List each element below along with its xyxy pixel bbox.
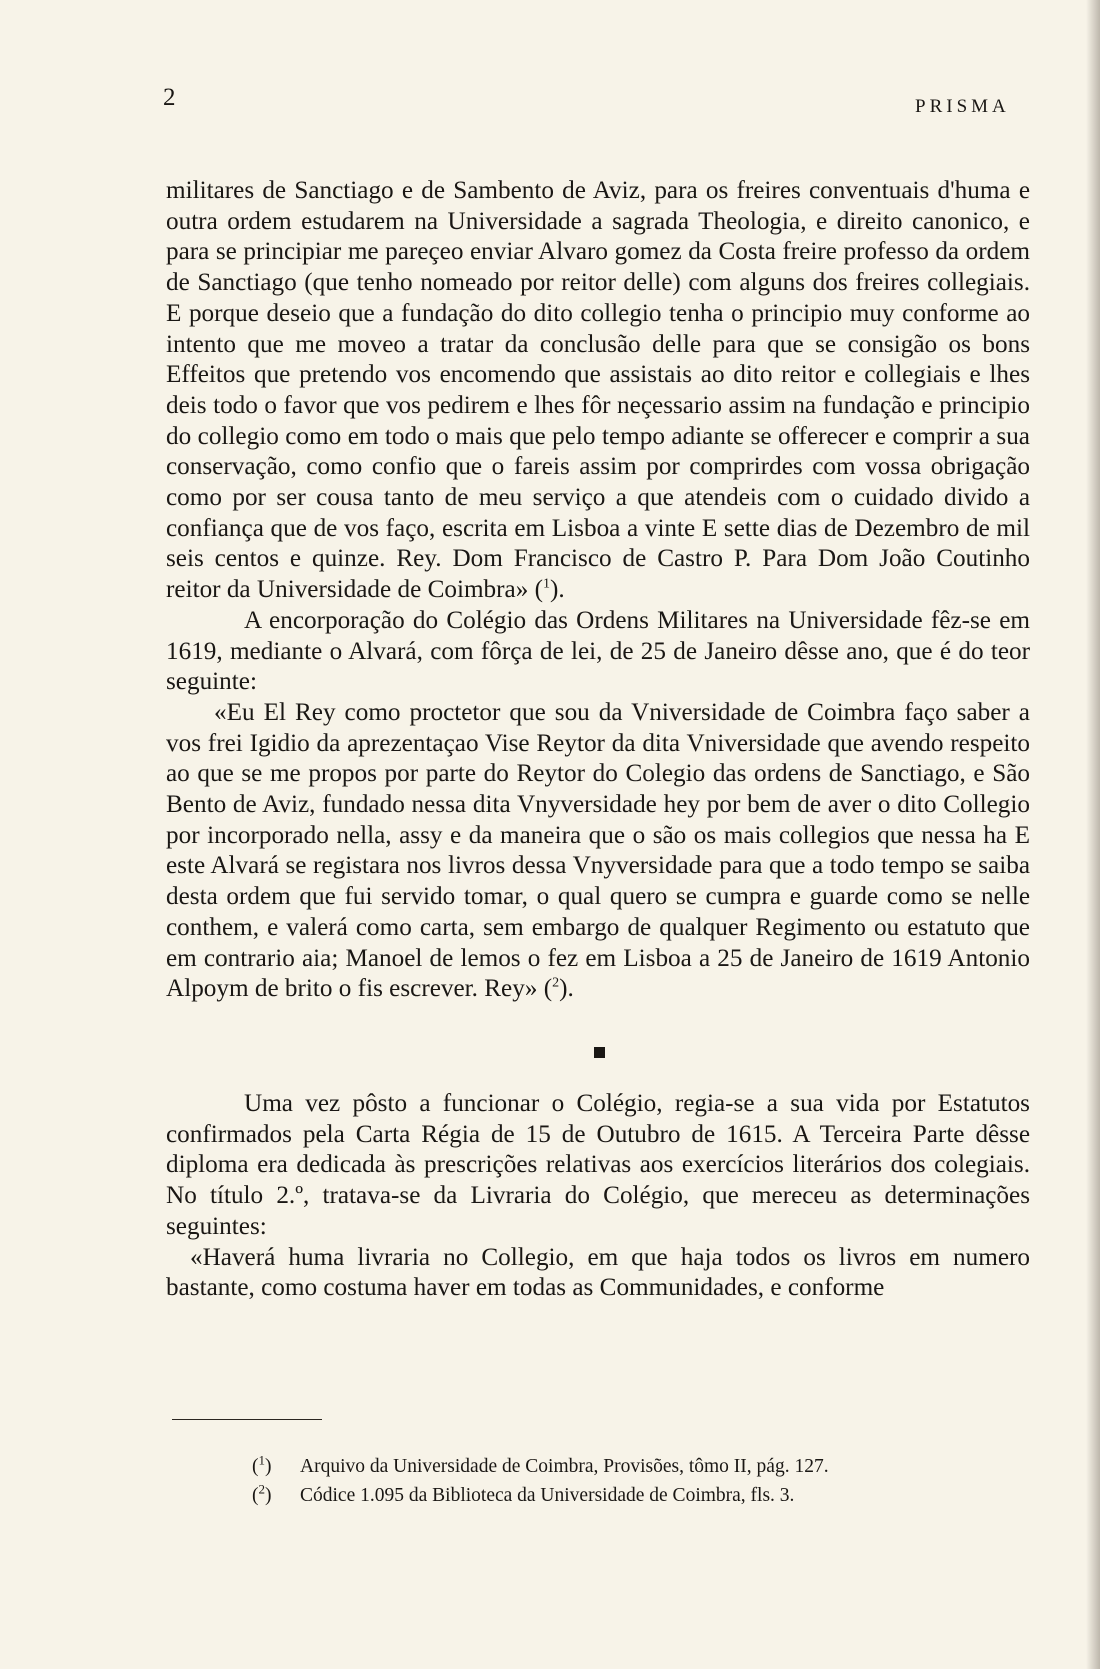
- body-text: [166, 176, 1030, 1304]
- paragraph: [166, 176, 1030, 606]
- footnote-reference: 2: [552, 975, 560, 991]
- footnote: [252, 1452, 1012, 1481]
- footnote-divider: [172, 1419, 322, 1420]
- paragraph-text: A encorporação do Colégio das Ordens Militares na Universidade fêz-se em 1619, mediante o Alvará, com fôrça de lei, de 25 de Janeiro dêsse ano, que é do teor seguinte:: [166, 606, 1030, 696]
- footnote-text: Arquivo da Universidade de Coimbra, Provisões, tômo II, pág. 127.: [300, 1456, 829, 1477]
- paragraph-text: «Eu El Rey como proctetor que sou da Vniversidade de Coimbra faço saber a vos frei Igidio da aprezentaçao Vise Reytor da dita Vniversidade que avendo respeito ao que se me propos por parte do Reytor do Colegio das ordens de Sanctiago, e São Bento de Aviz, fundado nessa dita Vnyversidade hey por bem de aver o dito Collegio por incorporado nella, assy e da maneira que o são os mais collegios que nessa ha E este Alvará se registara nos livros dessa Vnyversidade para que a todo tempo se saiba desta ordem que fui servido tomar, o qual quero se cumpra e guarde como se nelle conthem, e valerá como carta, sem embargo de qualquer Regimento ou estatuto que em contrario aia; Manoel de lemos o fez em Lisboa a 25 de Janeiro de 1619 Antonio Alpoym de brito o fis escrever. Rey» (: [166, 698, 1030, 1003]
- paragraph-tail: ).: [559, 975, 574, 1003]
- paragraph: [166, 606, 1030, 698]
- paragraph-text: Uma vez pôsto a funcionar o Colégio, regia-se a sua vida por Estatutos confirmados pela Carta Régia de 15 de Outubro de 1615. A Terceira Parte dêsse diploma era dedicada às prescrições relativas aos exercícios literários dos colegiais. No título 2.º, tratava-se da Livraria do Colégio, que mereceu as determinações seguintes:: [166, 1089, 1030, 1240]
- paragraph: [166, 698, 1030, 1005]
- paragraph: [166, 1243, 1030, 1304]
- footnote: [252, 1481, 1012, 1510]
- footnote-marker: ($^1$): [252, 1452, 272, 1477]
- paragraph-text: «Haverá huma livraria no Collegio, em que haja todos os livros em numero bastante, como costuma haver em todas as Communidades, e conforme: [166, 1243, 1030, 1302]
- footnote-reference: 1: [543, 576, 550, 592]
- page-edge-shadow: [1086, 0, 1100, 1669]
- running-title: PRISMA: [915, 96, 1010, 117]
- paragraph-text: militares de Sanctiago e de Sambento de Aviz, para os freires conventuais d'huma e outra ordem estudarem na Universidade a sagrada Theologia, e direito canonico, e para se principiar me pareçeo enviar Alvaro gomez da Costa freire professo da ordem de Sanctiago (que tenho nomeado por reitor delle) com alguns dos freires collegiais. E porque deseio que a fundação do dito collegio tenha o principio muy conforme ao intento que me moveo a tratar da conclusão delle para que se consigão os bons Effeitos que pretendo vos encomendo que assistais ao dito reitor e collegiais e lhes deis todo o favor que vos pedirem e lhes fôr neçessario assim na fundação e principio do collegio como em todo o mais que pelo tempo adiante se offerecer e comprir a sua conservação, como confio que o fareis assim por comprirdes com vossa obrigação como por ser cousa tanto de meu serviço a que atendeis com o cuidado divido a confiança que de vos faço, escrita em Lisboa a vinte E sette dias de Dezembro de mil seis centos e quinze. Rey. Dom Francisco de Castro P. Para Dom João Coutinho reitor da Universidade de Coimbra» (: [166, 177, 1030, 604]
- page-number: 2: [163, 84, 176, 111]
- footnote-text: Códice 1.095 da Biblioteca da Universidade de Coimbra, fls. 3.: [300, 1485, 795, 1506]
- paragraph: [166, 1089, 1030, 1243]
- paragraph-tail: ).: [550, 576, 565, 604]
- footnotes: [252, 1452, 1012, 1510]
- footnote-marker: ($^2$): [252, 1481, 272, 1506]
- square-ornament-icon: [594, 1047, 605, 1058]
- section-separator: [166, 1027, 1030, 1063]
